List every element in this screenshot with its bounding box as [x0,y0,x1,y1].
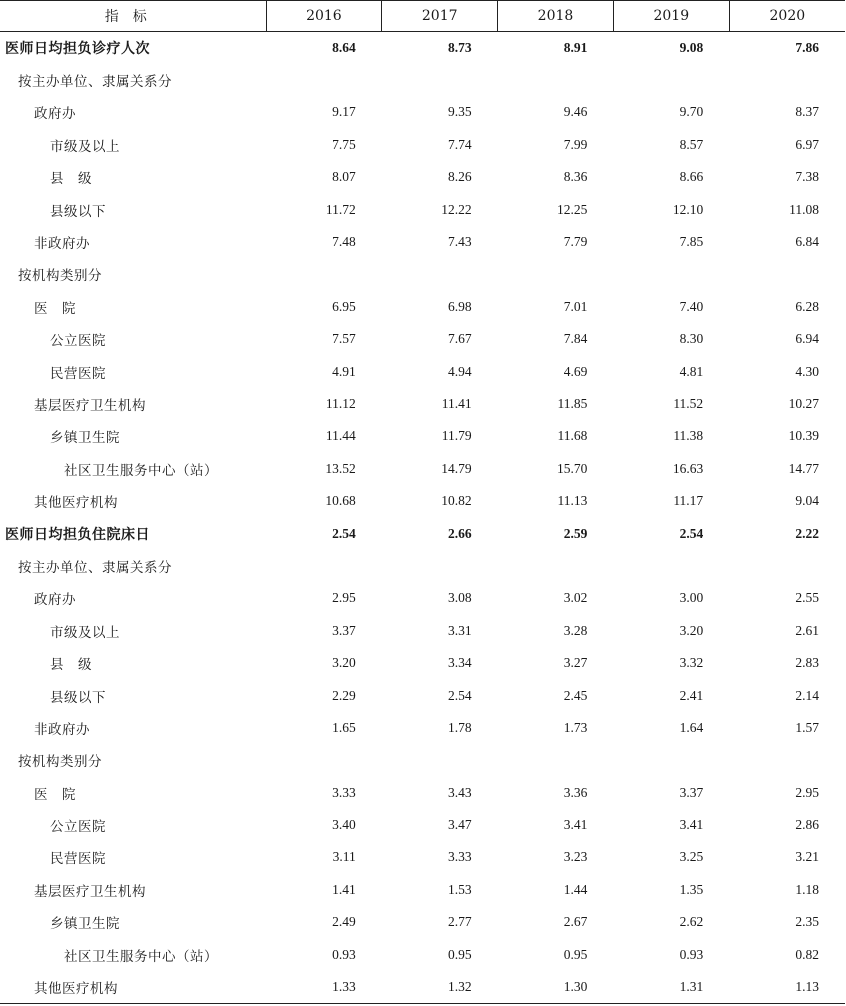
value-cell: 3.27 [563,655,588,671]
header-indicator: 指标 [0,1,266,32]
table-row [0,809,845,841]
value-cell: 0.93 [679,946,704,962]
value-cell: 3.31 [447,622,472,638]
table-row [0,971,845,1003]
row-label: 医师日均担负诊疗人次 [5,40,150,57]
value-cell: 2.59 [563,525,588,541]
value-cell: 2.61 [795,622,819,638]
value-cell: 1.65 [332,719,356,735]
value-cell: 9.17 [332,104,356,120]
row-label: 非政府办 [34,721,90,738]
value-cell: 7.86 [795,39,819,55]
value-cell: 9.35 [447,104,472,120]
value-cell: 8.07 [332,169,356,185]
value-cell: 11.68 [557,428,588,444]
value-cell: 2.83 [795,655,819,671]
value-cell: 8.37 [795,104,819,120]
table-row [0,517,845,549]
header-row [0,1,845,32]
value-cell: 3.47 [447,817,472,833]
value-cell: 7.75 [332,136,356,152]
header-year: 2018 [498,1,614,32]
value-cell: 11.52 [673,395,704,411]
row-label: 政府办 [34,592,76,609]
row-label: 市级及以上 [50,138,120,155]
value-cell [613,258,729,290]
value-cell: 2.41 [679,687,704,703]
value-cell: 9.08 [679,39,704,55]
table-row [0,453,845,485]
value-cell: 2.66 [447,525,472,541]
table-row [0,420,845,452]
value-cell: 16.63 [672,460,704,476]
value-cell: 6.97 [795,136,819,152]
value-cell: 7.57 [332,331,356,347]
value-cell: 4.94 [447,363,472,379]
value-cell: 11.72 [325,201,356,217]
table-row [0,355,845,387]
table-row [0,679,845,711]
value-cell [266,258,382,290]
value-cell [729,64,845,96]
value-cell: 11.08 [789,201,819,217]
header-year: 2016 [266,1,382,32]
value-cell: 7.38 [795,169,819,185]
value-cell: 3.37 [332,622,356,638]
value-cell: 8.57 [679,136,704,152]
row-label: 乡镇卫生院 [50,916,120,933]
value-cell: 4.81 [679,363,704,379]
table-header [0,1,845,32]
row-label: 县级以下 [50,689,106,706]
table-row [0,712,845,744]
value-cell: 12.10 [672,201,704,217]
value-cell: 4.91 [332,363,356,379]
value-cell: 0.82 [795,946,819,962]
value-cell [613,550,729,582]
row-label: 按机构类别分 [18,268,102,285]
value-cell [729,550,845,582]
row-label: 基层医疗卫生机构 [34,883,146,900]
value-cell: 8.91 [563,39,588,55]
row-label: 其他医疗机构 [34,495,118,512]
value-cell: 7.79 [563,234,588,250]
value-cell: 3.21 [795,849,819,865]
value-cell: 2.29 [332,687,356,703]
value-cell: 0.93 [332,946,356,962]
row-label: 医 院 [34,786,76,803]
table-row [0,258,845,290]
table-row [0,582,845,614]
value-cell: 0.95 [447,946,472,962]
value-cell: 3.02 [563,590,588,606]
value-cell: 3.33 [447,849,472,865]
value-cell: 3.11 [332,849,356,865]
value-cell: 3.32 [679,655,704,671]
value-cell: 3.43 [447,784,472,800]
value-cell: 7.67 [447,331,472,347]
value-cell: 3.20 [332,655,356,671]
value-cell: 8.64 [332,39,356,55]
row-label: 公立医院 [50,333,106,350]
value-cell: 11.12 [325,395,356,411]
value-cell: 9.46 [563,104,588,120]
value-cell: 2.86 [795,817,819,833]
value-cell: 6.98 [447,298,472,314]
value-cell: 8.26 [447,169,472,185]
table-row [0,161,845,193]
value-cell: 3.08 [447,590,472,606]
value-cell [613,64,729,96]
row-label: 民营医院 [50,365,106,382]
row-label: 乡镇卫生院 [50,430,120,447]
value-cell: 9.04 [795,493,819,509]
value-cell: 3.28 [563,622,588,638]
row-label: 其他医疗机构 [0,971,266,1003]
value-cell: 8.66 [679,169,704,185]
row-label: 社区卫生服务中心（站） [64,948,218,965]
value-cell: 10.39 [788,428,819,444]
row-label: 县 级 [50,657,92,674]
row-label: 基层医疗卫生机构 [34,397,146,414]
value-cell: 3.33 [332,784,356,800]
table-row [0,64,845,96]
table-row [0,615,845,647]
value-cell: 1.35 [679,881,704,897]
row-label: 民营医院 [50,851,106,868]
value-cell: 3.37 [679,784,704,800]
value-cell: 7.74 [447,136,472,152]
row-label: 按机构类别分 [18,754,102,771]
value-cell: 14.79 [441,460,472,476]
value-cell: 11.17 [673,493,704,509]
value-cell: 2.22 [795,525,819,541]
value-cell: 2.67 [563,914,588,930]
value-cell: 1.31 [613,971,729,1003]
value-cell: 3.34 [447,655,472,671]
value-cell: 6.28 [795,298,819,314]
value-cell [729,744,845,776]
value-cell [266,550,382,582]
value-cell [266,744,382,776]
row-label: 公立医院 [50,819,106,836]
table-row [0,32,845,64]
value-cell: 3.25 [679,849,704,865]
table-row [0,323,845,355]
value-cell: 2.95 [332,590,356,606]
value-cell [498,550,614,582]
value-cell: 12.25 [557,201,588,217]
value-cell: 11.79 [441,428,472,444]
value-cell: 1.41 [332,881,356,897]
value-cell: 7.40 [679,298,704,314]
table-row [0,226,845,258]
value-cell: 3.41 [679,817,704,833]
value-cell: 7.99 [563,136,588,152]
value-cell [266,64,382,96]
row-label: 医 院 [34,300,76,317]
value-cell: 12.22 [441,201,472,217]
table-row [0,485,845,517]
value-cell: 1.18 [795,881,819,897]
row-label: 按主办单位、隶属关系分 [18,559,172,576]
value-cell: 3.40 [332,817,356,833]
value-cell: 8.73 [447,39,472,55]
table-row [0,96,845,128]
row-label: 非政府办 [34,236,90,253]
value-cell: 2.62 [679,914,704,930]
value-cell: 10.68 [325,493,356,509]
value-cell: 11.41 [441,395,472,411]
value-cell: 2.54 [679,525,704,541]
value-cell: 11.85 [557,395,588,411]
value-cell [498,258,614,290]
value-cell: 2.35 [795,914,819,930]
value-cell: 11.38 [673,428,704,444]
value-cell: 13.52 [325,460,356,476]
value-cell: 1.33 [266,971,382,1003]
table-row [0,938,845,970]
table-row [0,550,845,582]
value-cell: 1.44 [563,881,588,897]
value-cell [382,744,498,776]
value-cell: 3.36 [563,784,588,800]
table-row [0,193,845,225]
value-cell: 4.30 [795,363,819,379]
value-cell: 1.30 [498,971,614,1003]
row-label: 政府办 [34,106,76,123]
value-cell: 1.13 [729,971,845,1003]
value-cell: 14.77 [788,460,819,476]
value-cell: 1.78 [447,719,472,735]
value-cell: 2.54 [447,687,472,703]
row-label: 县 级 [50,171,92,188]
value-cell: 7.85 [679,234,704,250]
value-cell: 10.27 [788,395,819,411]
value-cell [382,258,498,290]
value-cell: 6.84 [795,234,819,250]
table-row [0,744,845,776]
table-row [0,291,845,323]
value-cell: 2.55 [795,590,819,606]
value-cell: 3.23 [563,849,588,865]
value-cell [382,550,498,582]
value-cell: 10.82 [441,493,472,509]
value-cell: 6.95 [332,298,356,314]
value-cell: 3.41 [563,817,588,833]
value-cell: 7.01 [563,298,588,314]
row-label: 医师日均担负住院床日 [5,526,150,543]
row-label: 社区卫生服务中心（站） [64,462,218,479]
value-cell: 7.48 [332,234,356,250]
value-cell: 7.84 [563,331,588,347]
value-cell: 1.64 [679,719,704,735]
table-row [0,129,845,161]
value-cell: 6.94 [795,331,819,347]
table-row [0,776,845,808]
value-cell [729,258,845,290]
value-cell: 2.54 [332,525,356,541]
value-cell: 1.57 [795,719,819,735]
value-cell [382,64,498,96]
value-cell: 2.77 [447,914,472,930]
value-cell: 15.70 [557,460,588,476]
value-cell: 2.14 [795,687,819,703]
value-cell: 11.44 [325,428,356,444]
value-cell: 4.69 [563,363,588,379]
table-row [0,874,845,906]
value-cell: 8.36 [563,169,588,185]
value-cell: 2.45 [563,687,588,703]
header-year: 2017 [382,1,498,32]
table-row [0,906,845,938]
value-cell: 8.30 [679,331,704,347]
row-label: 县级以下 [50,203,106,220]
value-cell: 9.70 [679,104,704,120]
value-cell: 1.32 [382,971,498,1003]
table-row [0,388,845,420]
value-cell [498,744,614,776]
value-cell: 2.95 [795,784,819,800]
value-cell: 0.95 [563,946,588,962]
value-cell: 3.20 [679,622,704,638]
value-cell [498,64,614,96]
row-label: 市级及以上 [50,624,120,641]
table-body [0,32,845,1004]
table-row [0,647,845,679]
table-row [0,841,845,873]
header-year: 2019 [613,1,729,32]
value-cell: 7.43 [447,234,472,250]
header-year: 2020 [729,1,845,32]
row-label: 按主办单位、隶属关系分 [18,74,172,91]
value-cell: 11.13 [557,493,588,509]
value-cell: 1.53 [447,881,472,897]
value-cell [613,744,729,776]
value-cell: 2.49 [332,914,356,930]
value-cell: 3.00 [679,590,704,606]
value-cell: 1.73 [563,719,588,735]
